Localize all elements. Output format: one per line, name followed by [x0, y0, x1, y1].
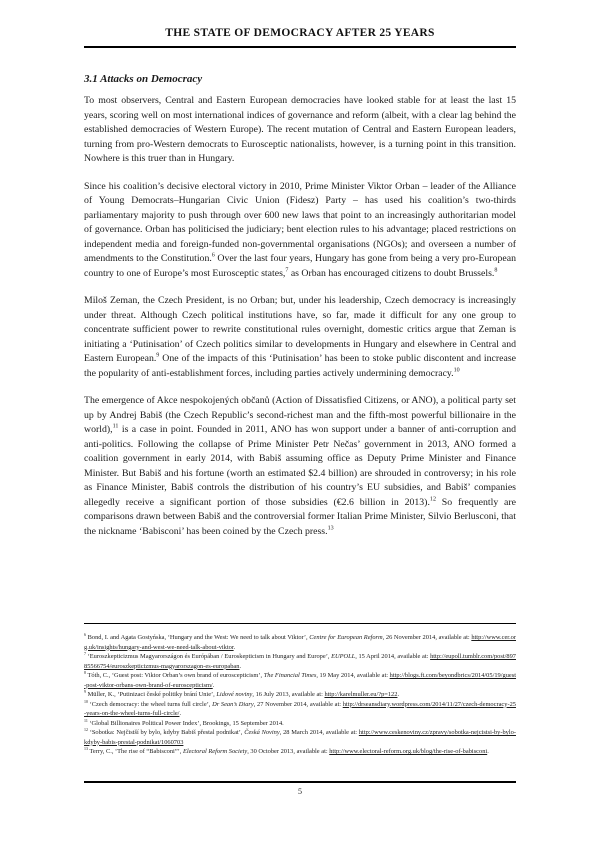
source-title: EUPOLL [331, 653, 356, 660]
footnote-marker: 13 [327, 525, 334, 532]
footer-rule [84, 781, 516, 783]
footnote-marker: 9 [156, 352, 160, 359]
footnotes-section [84, 623, 516, 757]
footnote-marker: 7 [285, 267, 289, 274]
footnote-marker: 10 [84, 698, 88, 704]
footnote-marker: 11 [112, 423, 119, 430]
footnote-separator [84, 623, 516, 624]
footnote-link[interactable]: http://blogs.ft.com/beyondbrics/2014/05/19/guest-post-viktor-orbans-own-brand-of-euroscepticism/ [84, 672, 517, 689]
footnote-13: $^{13}$ Terry, C., ‘The rise of “Babisconi”’, Electoral Reform Society, 30 October 2013, available at: http://www.electoral-reform.org.uk/blog/the-rise-of-babisconi. [84, 745, 489, 755]
footnote-link[interactable]: http://www.cer.org.uk/insights/hungary-and-west-we-need-talk-about-viktor [84, 634, 516, 651]
footnote-link[interactable]: http://www.electoral-reform.org.uk/blog/the-rise-of-babisconi [329, 748, 488, 755]
footnote-marker: 7 [84, 650, 86, 656]
body-text [84, 94, 516, 552]
page-number: 5 [298, 787, 302, 796]
footnote-marker: 11 [84, 717, 88, 723]
page-title: THE STATE OF DEMOCRACY AFTER 25 YEARS [165, 27, 435, 39]
footnote-8: $^8$ Tóth, C., ‘Guest post: Viktor Orban’s own brand of euroscepticism’, The Financial Times, 19 May 2014, available at: http://blogs.ft.com/beyondbrics/2014/05/19/guest-post-viktor-orbans-own-brand-of-euroscepticism/. [84, 669, 517, 689]
footnote-link[interactable]: http://karelmuller.eu/?p=122 [324, 691, 398, 698]
footnote-marker: 6 [84, 631, 86, 637]
paragraph-1: To most observers, Central and Eastern European democracies have looked stable for at least the last 15 years, scoring well on most international indices of governance and reform (albeit, with a clear lag behind the established democracies of Western Europe). The recent mutation of Central and Eastern European leaders, turning from pro-Western democrats to Eurosceptic nationalists, however, is a turning point in this transition. Nowhere is this truer than in Hungary. [84, 95, 516, 164]
source-title: Dr Sean’s Diary [212, 700, 254, 708]
section-heading: 3.1 Attacks on Democracy [84, 73, 203, 85]
footnote-marker: 13 [84, 745, 88, 751]
footnote-11: $^{11}$ ‘Global Billionaires Political Power Index’, Brookings, 15 September 2014. [84, 717, 284, 727]
paragraph-2: Since his coalition’s decisive electoral victory in 2010, Prime Minister Viktor Orban – leader of the Alliance of Young Democrats–Hungarian Civic Union (Fidesz) Party – has used his coalition’s two-thirds parliamentary majority to push through over 600 new laws that point to an increasingly authoritarian model of governance. Orban has politicised the judiciary; bent election rules to his advantage; placed restrictions on independent media and foreign-funded non-governmental organisations (NGOs); and overseen a number of amendments to the Constitution.$^6$ Over the last four years, Hungary has gone from being a very pro-European country to one of Europe’s most Eurosceptic states,$^7$ as Orban has encouraged citizens to doubt Brussels.$^8$ [84, 180, 516, 279]
paragraph-3: Miloš Zeman, the Czech President, is no Orban; but, under his leadership, Czech democracy is increasingly under threat. Although Czech political institutions have, so far, made it difficult for any one group to concentrate sufficient power to rewrite constitutional rules overnight, domestic critics argue that Zeman is initiating a ‘Putinisation’ of Czech politics similar to developments in Hungary and elsewhere in Central and Eastern European.$^9$ One of the impacts of this ‘Putinisation’ has been to stoke public discontent and increase the popularity of anti-establishment forces, including parties actively undermining democracy.$^{10}$ [84, 295, 516, 379]
footnote-marker: 8 [494, 267, 498, 274]
header-rule [84, 46, 516, 48]
footnote-marker: 8 [84, 669, 86, 675]
footnote-marker: 9 [84, 688, 86, 694]
footnote-link[interactable]: http://drseansdiary.wordpress.com/2014/11/27/czech-democracy-25-years-on-the-wheel-turns-full-circle/ [84, 700, 516, 717]
source-title: Centre for European Reform [309, 634, 383, 641]
footnote-marker: 12 [429, 496, 436, 503]
footnote-link[interactable]: http://eupoll.tumblr.com/post/89785566754/euroszkepticizmus-magyarorszagon-es-europaban [84, 653, 516, 670]
footnote-link[interactable]: http://www.ceskenoviny.cz/zpravy/sobotka-nejcistsi-by-bylo-kdyby-babis-prestal-podnikat/1060703 [84, 729, 516, 746]
footnote-marker: 12 [84, 726, 88, 732]
footnote-12: $^{12}$ ‘Sobotka: Nejčistší by bylo, kdyby Babiš přestal podnikat’, Česká Noviny, 28 March 2014, available at: http://www.ceskenoviny.cz/zpravy/sobotka-nejcistsi-by-bylo-kdyby-babis-prestal-podnikat/1060703 [84, 726, 516, 746]
footnote-marker: 6 [211, 252, 215, 259]
paragraph-4: The emergence of Akce nespokojených občanů (Action of Dissatisfied Citizens, or ANO), a political party set up by Andrej Babiš (the Czech Republic’s second-richest man and the fifth-most powerful billionaire in the world),$^{11}$ is a case in point. Founded in 2011, ANO has won support under a banner of anti-corruption and anti-politics. Following the collapse of Prime Minister Petr Nečas’ government in 2013, ANO formed a coalition government in early 2014, with Babiš assuming office as Deputy Prime Minister and Finance Minister. But Babiš and his fortune (worth an estimated $2.4 billion) are shrouded in controversy; in his role as Finance Minister, Babiš controls the distribution of his country’s EU subsidies, and Babiš’ companies allegedly receive a significant portion of those subsidies (€2.6 billion in 2013).$^{12}$ So frequently are comparisons drawn between Babiš and the controversial former Italian Prime Minister, Silvio Berlusconi, that the nickname ‘Babisconi’ has been coined by the Czech press.$^{13}$ [84, 395, 516, 537]
source-title: Electoral Reform Society [182, 748, 248, 755]
footnote-10: $^{10}$ ‘Czech democracy: the wheel turns full circle’, Dr Sean’s Diary, 27 November 2014, available at: http://drseansdiary.wordpress.com/2014/11/27/czech-democracy-25-years-on-the-wheel-turns-full-circle/. [84, 698, 516, 717]
source-title: Česká Noviny [244, 729, 280, 736]
source-title: The Financial Times [263, 672, 317, 679]
source-title: Lidové noviny [216, 691, 253, 698]
footnote-6: $^6$ Bond, I. and Agata Gostyńska, ‘Hungary and the West: We need to talk about Viktor’, Centre for European Reform, 26 November 2014, available at: http://www.cer.org.uk/insights/hungary-and-west-we-need-talk-about-viktor. [84, 631, 516, 651]
footnote-9: $^9$ Müller, K., ‘Putinizaci české politiky brání Unie’, Lidové noviny, 16 July 2013, available at: http://karelmuller.eu/?p=122. [84, 688, 400, 698]
footnote-marker: 10 [453, 367, 460, 374]
footnote-7: $^7$ ‘Euroszkepticizmus Magyarországon és Európában / Euroskepticism in Hungary and Europe’, EUPOLL, 15 April 2014, available at: http://eupoll.tumblr.com/post/89785566754/euroszkepticizmus-magyarorszagon-es-europaban. [84, 650, 516, 670]
